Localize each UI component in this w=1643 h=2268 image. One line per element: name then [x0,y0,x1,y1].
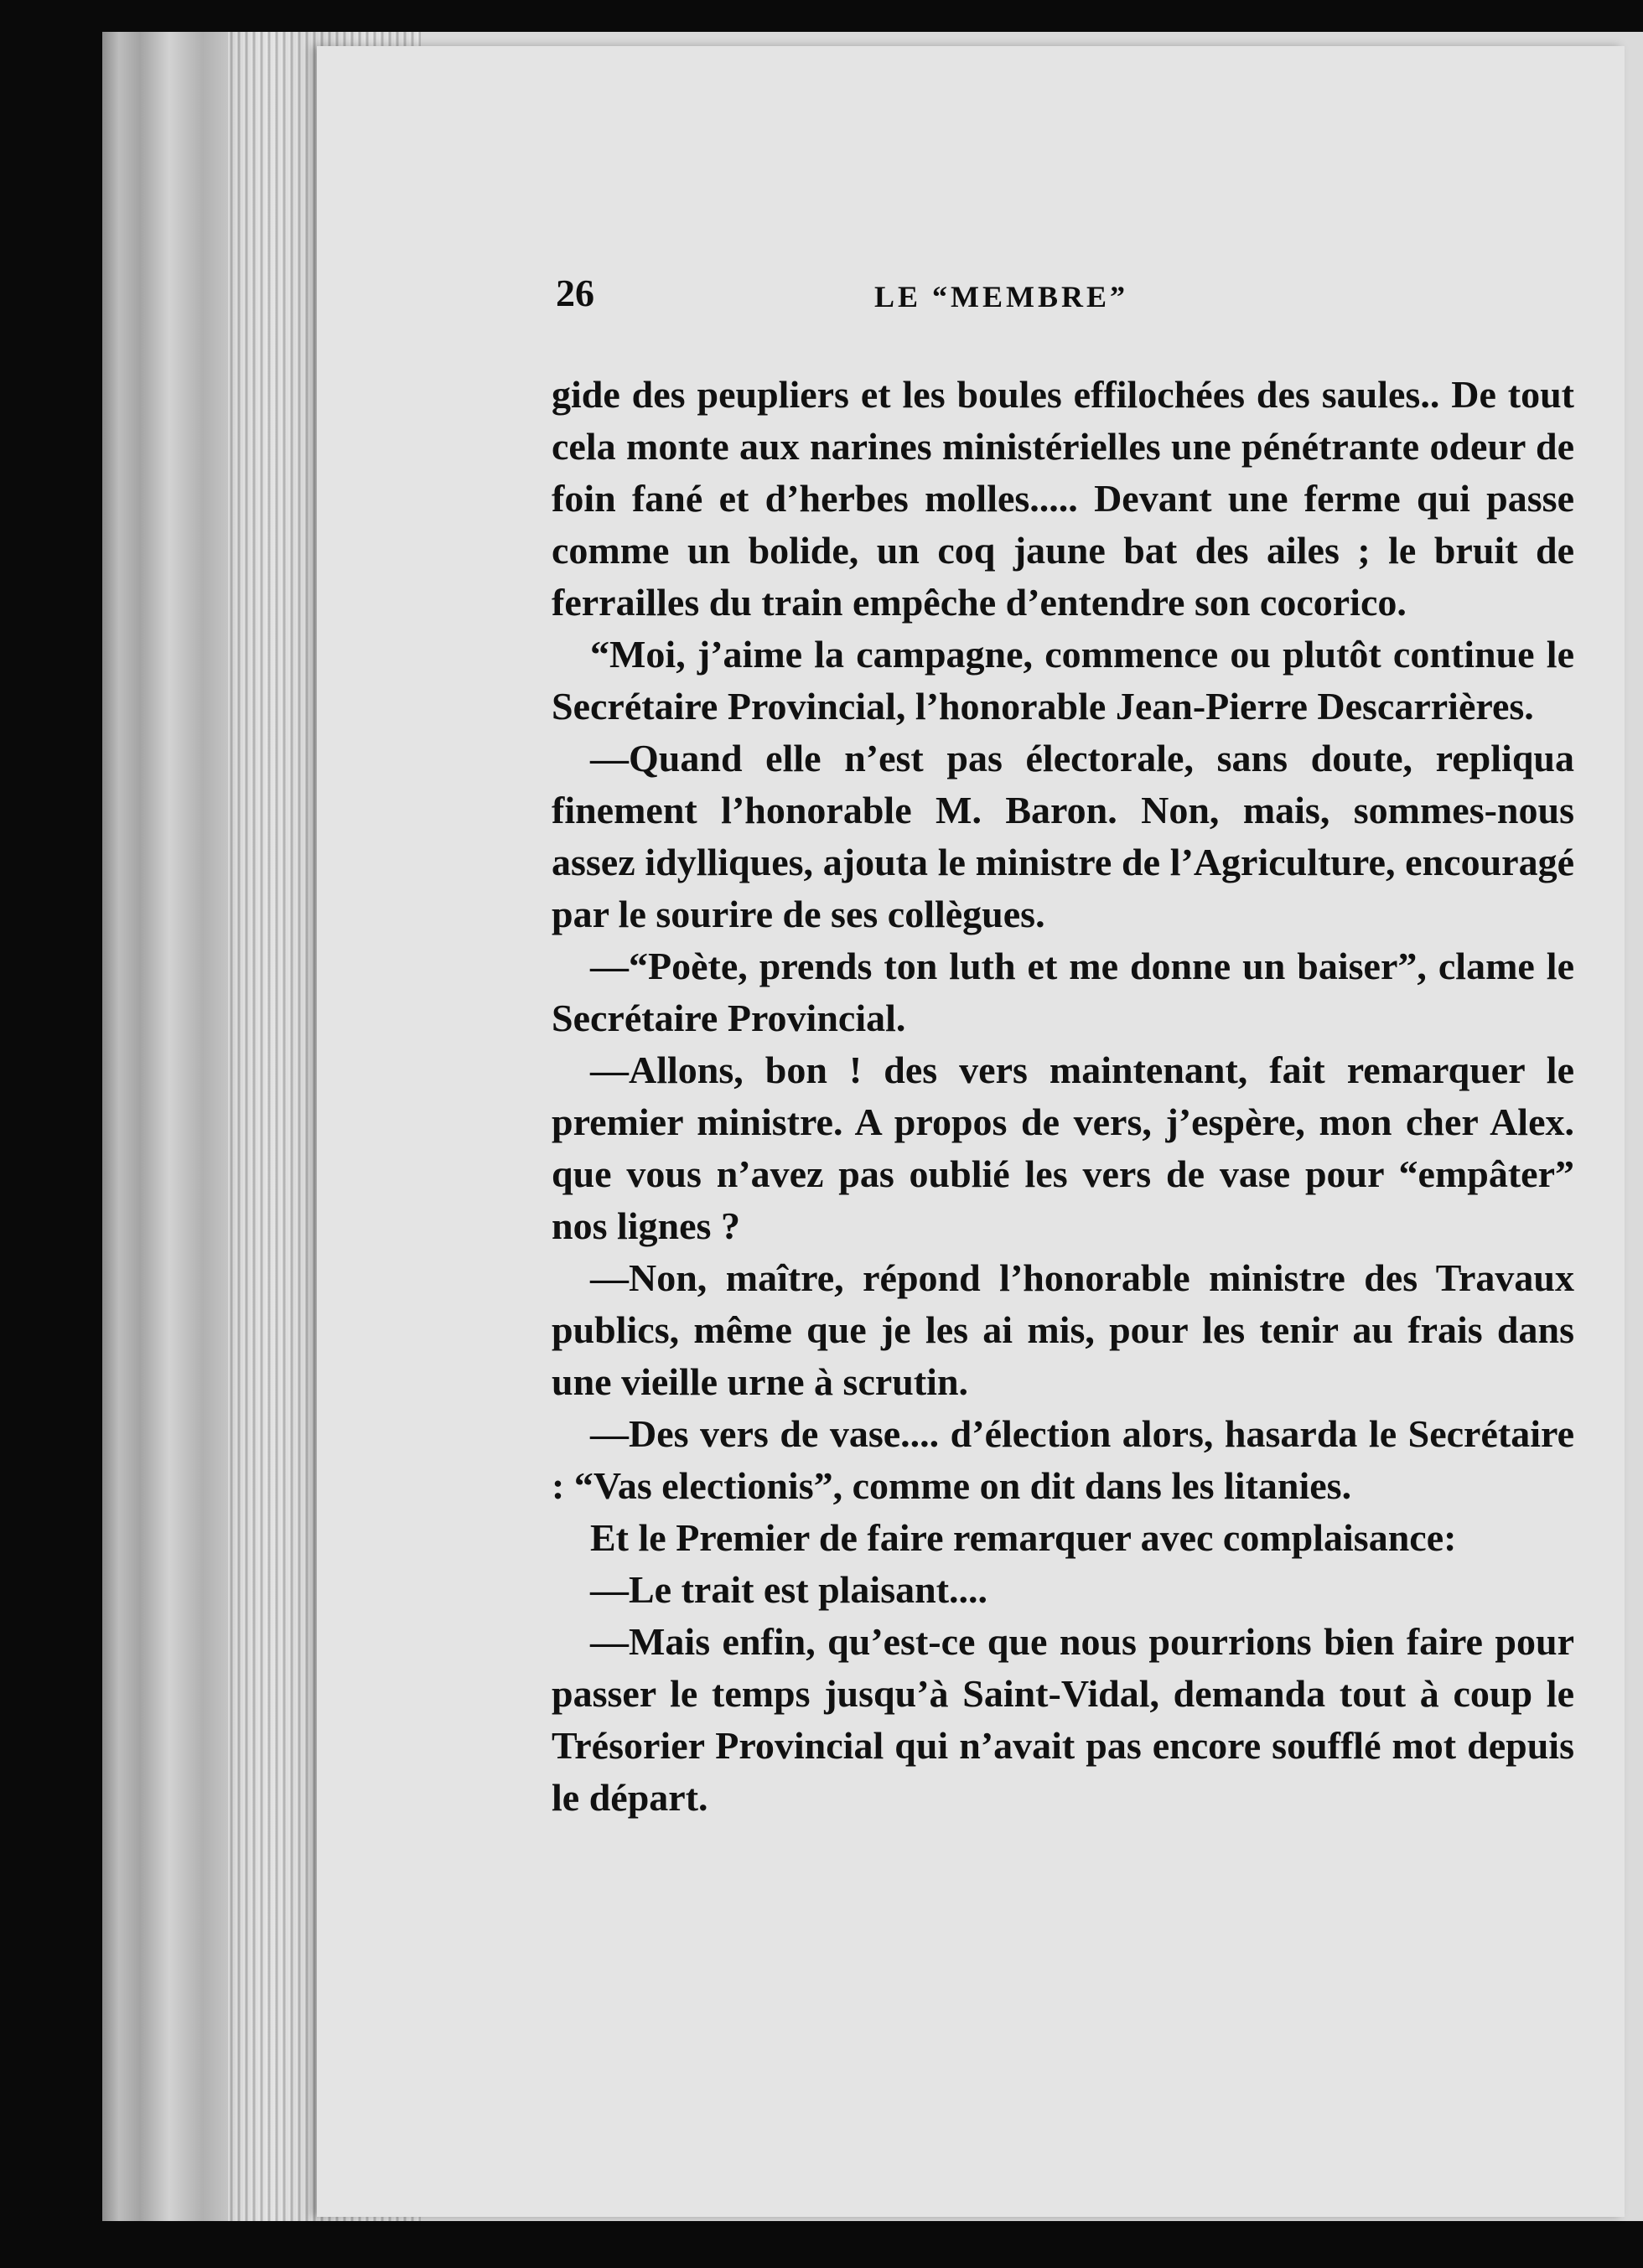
paragraph: “Moi, j’aime la campagne, commence ou plutôt continue le Secrétaire Provincial, l’honorable Jean-Pierre Descarrières. [552,633,1574,728]
paragraph: —“Poète, prends ton luth et me donne un baiser”, clame le Secrétaire Provincial. [552,945,1574,1039]
book-page [317,46,1625,2217]
paragraph: —Des vers de vase.... d’élection alors, hasarda le Secrétaire : “Vas electionis”, comme on dit dans les litanies. [552,1412,1574,1507]
paragraph: Et le Premier de faire remarquer avec complaisance: [590,1516,1457,1559]
running-head [556,271,1562,321]
paragraph: gide des peupliers et les boules effilochées des saules.. De tout cela monte aux narines ministérielles une pénétrante odeur de foin fané et d’herbes molles..... Devant une ferme qui passe comme un bolide, un coq jaune bat des ailes ; le bruit de ferrailles du train empêche d’entendre son cocorico. [552,373,1574,624]
paragraph: —Quand elle n’est pas électorale, sans doute, repliqua finement l’honorable M. Baron. Non, mais, sommes-nous assez idylliques, ajouta le ministre de l’Agriculture, encouragé par le sourire de ses collègues. [552,737,1574,935]
paragraph: —Mais enfin, qu’est-ce que nous pourrions bien faire pour passer le temps jusqu’à Saint-Vidal, demanda tout à coup le Trésorier Provincial qui n’avait pas encore soufflé mot depuis le départ. [552,1620,1574,1819]
page-number: 26 [556,272,594,314]
running-title: LE “MEMBRE” [874,280,1129,313]
body-text [552,369,1574,1824]
paragraph: —Le trait est plaisant.... [590,1568,988,1611]
paragraph: —Allons, bon ! des vers maintenant, fait remarquer le premier ministre. A propos de vers, j’espère, mon cher Alex. que vous n’avez pas oublié les vers de vase pour “empâter” nos lignes ? [552,1049,1574,1247]
paragraph: —Non, maître, répond l’honorable ministre des Travaux publics, même que je les ai mis, pour les tenir au frais dans une vieille urne à scrutin. [552,1256,1574,1403]
